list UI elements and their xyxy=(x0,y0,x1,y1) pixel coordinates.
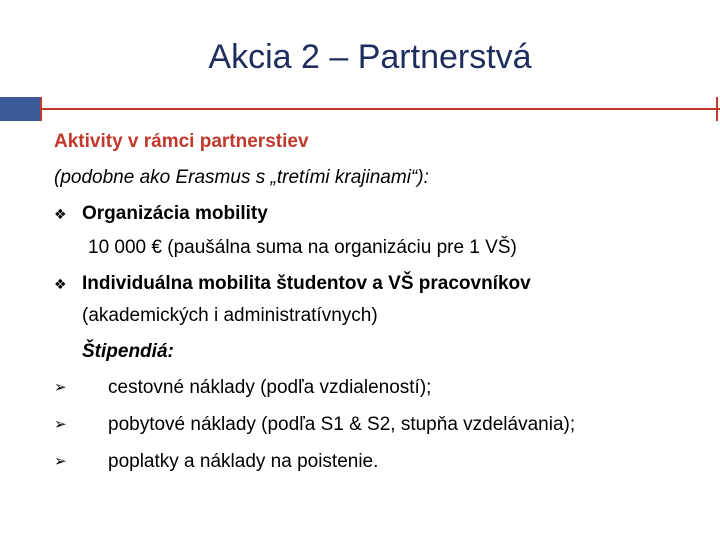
list-item-detail: 10 000 € (paušálna suma na organizáciu pre 1 VŠ) xyxy=(88,237,517,258)
list-item: Individuálna mobilita študentov a VŠ pracovníkov xyxy=(82,273,531,294)
title-rule-accent xyxy=(0,97,40,121)
list-item: pobytové náklady (podľa S1 & S2, stupňa vzdelávania); xyxy=(108,414,576,435)
list-item: poplatky a náklady na poistenie. xyxy=(108,451,379,472)
list-item-detail: (akademických i administratívnych) xyxy=(82,305,378,326)
list-item: Organizácia mobility xyxy=(82,203,268,224)
diamond-bullet-icon: ❖ xyxy=(54,276,67,292)
section-subheading: (podobne ako Erasmus s „tretími krajinami“): xyxy=(54,167,429,188)
arrow-bullet-icon: ➢ xyxy=(54,379,67,396)
diamond-bullet-icon: ❖ xyxy=(54,206,67,222)
title-rule-tick-left xyxy=(40,97,42,121)
title-rule-tick-right xyxy=(716,97,718,121)
section-heading: Aktivity v rámci partnerstiev xyxy=(54,131,309,152)
title-rule-line xyxy=(40,108,720,110)
scholarship-label: Štipendiá: xyxy=(82,341,174,362)
arrow-bullet-icon: ➢ xyxy=(54,416,67,433)
list-item: cestovné náklady (podľa vzdialeností); xyxy=(108,377,432,398)
slide-title: Akcia 2 – Partnerstvá xyxy=(208,38,532,76)
arrow-bullet-icon: ➢ xyxy=(54,453,67,470)
